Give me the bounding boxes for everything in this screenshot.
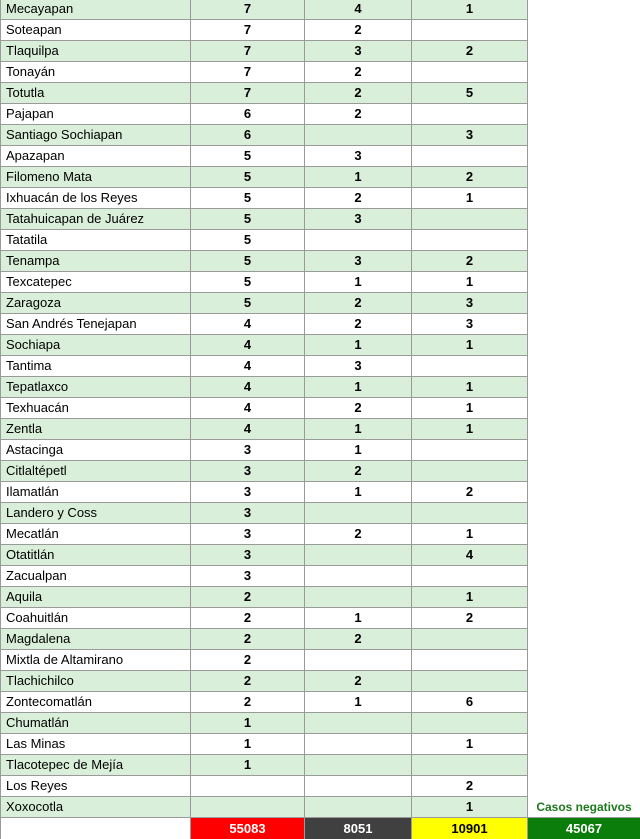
value-cell-col1[interactable]: 5 (191, 167, 305, 188)
municipality-cell[interactable]: Tantima (0, 356, 191, 377)
table-row (0, 566, 640, 587)
value-cell-col1[interactable]: 2 (191, 587, 305, 608)
value-cell-col2[interactable] (305, 797, 412, 818)
table-row (0, 230, 640, 251)
municipality-cell[interactable]: Zontecomatlán (0, 692, 191, 713)
value-cell-col3[interactable] (412, 566, 528, 587)
value-cell-col1[interactable]: 4 (191, 356, 305, 377)
municipality-cell[interactable]: Tonayán (0, 62, 191, 83)
value-cell-col3[interactable]: 2 (412, 776, 528, 797)
value-cell-col1[interactable]: 7 (191, 62, 305, 83)
table-row (0, 461, 640, 482)
municipality-cell[interactable]: Xoxocotla (0, 797, 191, 818)
value-cell-col2[interactable] (305, 566, 412, 587)
municipality-cell[interactable]: Tepatlaxco (0, 377, 191, 398)
value-cell-col2[interactable]: 3 (305, 251, 412, 272)
table-row (0, 692, 640, 713)
table-row (0, 251, 640, 272)
value-cell-col2[interactable] (305, 755, 412, 776)
value-cell-col1[interactable]: 3 (191, 566, 305, 587)
value-cell-col2[interactable] (305, 125, 412, 146)
value-cell-col3[interactable]: 3 (412, 293, 528, 314)
municipality-cell[interactable]: Chumatlán (0, 713, 191, 734)
municipality-cell[interactable]: Tlaquilpa (0, 41, 191, 62)
value-cell-col2[interactable]: 2 (305, 629, 412, 650)
municipality-cell[interactable]: Soteapan (0, 20, 191, 41)
value-cell-col3[interactable]: 2 (412, 608, 528, 629)
value-cell-col2[interactable]: 1 (305, 608, 412, 629)
value-cell-col2[interactable]: 2 (305, 671, 412, 692)
value-cell-col2[interactable]: 1 (305, 692, 412, 713)
table-row (0, 104, 640, 125)
table-row (0, 125, 640, 146)
value-cell-col3[interactable]: 3 (412, 314, 528, 335)
table-row (0, 482, 640, 503)
value-cell-col2[interactable] (305, 713, 412, 734)
value-cell-col2[interactable]: 4 (305, 0, 412, 20)
value-cell-col2[interactable]: 2 (305, 104, 412, 125)
value-cell-col2[interactable] (305, 776, 412, 797)
value-cell-col1[interactable]: 2 (191, 608, 305, 629)
value-cell-col2[interactable]: 1 (305, 167, 412, 188)
negatives-label: Casos negativos (528, 797, 640, 818)
value-cell-col3[interactable]: 4 (412, 545, 528, 566)
totals-row (0, 818, 640, 839)
table-row (0, 62, 640, 83)
value-cell-col2[interactable] (305, 230, 412, 251)
value-cell-col1[interactable]: 2 (191, 629, 305, 650)
municipality-cell[interactable]: Texcatepec (0, 272, 191, 293)
totals-blank-cell (0, 818, 191, 839)
value-cell-col2[interactable]: 3 (305, 41, 412, 62)
municipality-cell[interactable]: Santiago Sochiapan (0, 125, 191, 146)
value-cell-col1[interactable]: 1 (191, 755, 305, 776)
municipality-cell[interactable]: Filomeno Mata (0, 167, 191, 188)
value-cell-col3[interactable] (412, 461, 528, 482)
value-cell-col2[interactable]: 3 (305, 209, 412, 230)
value-cell-col3[interactable]: 1 (412, 524, 528, 545)
table-row (0, 20, 640, 41)
value-cell-col1[interactable]: 5 (191, 272, 305, 293)
value-cell-col3[interactable]: 1 (412, 419, 528, 440)
municipality-cell[interactable]: Mecatlán (0, 524, 191, 545)
value-cell-col3[interactable]: 1 (412, 398, 528, 419)
value-cell-col3[interactable] (412, 713, 528, 734)
municipality-cell[interactable]: Mecayapan (0, 0, 191, 20)
municipality-cell[interactable]: Tlachichilco (0, 671, 191, 692)
table-row (0, 524, 640, 545)
total-cell-col2[interactable]: 8051 (305, 818, 412, 839)
value-cell-col1[interactable]: 7 (191, 83, 305, 104)
value-cell-col1[interactable]: 7 (191, 0, 305, 20)
value-cell-col1[interactable]: 6 (191, 104, 305, 125)
value-cell-col1[interactable]: 1 (191, 713, 305, 734)
municipality-cell[interactable]: Aquila (0, 587, 191, 608)
value-cell-col1[interactable] (191, 797, 305, 818)
table-row (0, 356, 640, 377)
value-cell-col1[interactable]: 1 (191, 734, 305, 755)
table-row (0, 755, 640, 776)
value-cell-col3[interactable]: 1 (412, 188, 528, 209)
table-row (0, 83, 640, 104)
value-cell-col3[interactable] (412, 104, 528, 125)
value-cell-col1[interactable]: 3 (191, 503, 305, 524)
value-cell-col1[interactable]: 5 (191, 188, 305, 209)
municipality-cell[interactable]: Magdalena (0, 629, 191, 650)
table-row (0, 419, 640, 440)
municipality-cell[interactable]: Tatatila (0, 230, 191, 251)
table-row (0, 545, 640, 566)
table-row (0, 314, 640, 335)
municipality-cell[interactable]: Tatahuicapan de Juárez (0, 209, 191, 230)
value-cell-col2[interactable] (305, 545, 412, 566)
table-row (0, 167, 640, 188)
value-cell-col1[interactable]: 5 (191, 230, 305, 251)
value-cell-col3[interactable] (412, 209, 528, 230)
value-cell-col3[interactable] (412, 146, 528, 167)
total-cell-col1[interactable]: 55083 (191, 818, 305, 839)
municipality-cell[interactable]: Landero y Coss (0, 503, 191, 524)
value-cell-col1[interactable]: 7 (191, 20, 305, 41)
municipality-cell[interactable]: San Andrés Tenejapan (0, 314, 191, 335)
table-row (0, 629, 640, 650)
value-cell-col2[interactable]: 1 (305, 377, 412, 398)
value-cell-col1[interactable]: 5 (191, 209, 305, 230)
value-cell-col3[interactable] (412, 671, 528, 692)
value-cell-col1[interactable]: 4 (191, 419, 305, 440)
value-cell-col1[interactable]: 3 (191, 524, 305, 545)
municipality-cell[interactable]: Sochiapa (0, 335, 191, 356)
table-row (0, 146, 640, 167)
table-row (0, 797, 640, 818)
municipality-cell[interactable]: Ixhuacán de los Reyes (0, 188, 191, 209)
table-row (0, 713, 640, 734)
value-cell-col3[interactable]: 3 (412, 125, 528, 146)
value-cell-col2[interactable]: 2 (305, 20, 412, 41)
value-cell-col2[interactable]: 3 (305, 356, 412, 377)
value-cell-col2[interactable]: 1 (305, 440, 412, 461)
value-cell-col2[interactable]: 2 (305, 314, 412, 335)
municipality-cell[interactable]: Apazapan (0, 146, 191, 167)
municipality-cell[interactable]: Coahuitlán (0, 608, 191, 629)
value-cell-col3[interactable]: 1 (412, 0, 528, 20)
value-cell-col1[interactable]: 7 (191, 41, 305, 62)
value-cell-col3[interactable] (412, 230, 528, 251)
value-cell-col2[interactable]: 1 (305, 272, 412, 293)
municipality-cell[interactable]: Zentla (0, 419, 191, 440)
value-cell-col1[interactable]: 3 (191, 482, 305, 503)
total-negatives-cell[interactable]: 45067 (528, 818, 640, 839)
table-row (0, 335, 640, 356)
municipality-cell[interactable]: Citlaltépetl (0, 461, 191, 482)
value-cell-col1[interactable]: 6 (191, 125, 305, 146)
value-cell-col1[interactable]: 5 (191, 293, 305, 314)
value-cell-col3[interactable]: 1 (412, 734, 528, 755)
value-cell-col3[interactable] (412, 440, 528, 461)
value-cell-col3[interactable]: 1 (412, 335, 528, 356)
municipality-cell[interactable]: Otatitlán (0, 545, 191, 566)
value-cell-col2[interactable] (305, 587, 412, 608)
value-cell-col3[interactable]: 6 (412, 692, 528, 713)
value-cell-col3[interactable] (412, 356, 528, 377)
value-cell-col2[interactable]: 2 (305, 461, 412, 482)
value-cell-col1[interactable]: 4 (191, 314, 305, 335)
value-cell-col3[interactable]: 1 (412, 797, 528, 818)
value-cell-col1[interactable]: 4 (191, 335, 305, 356)
value-cell-col1[interactable]: 2 (191, 650, 305, 671)
value-cell-col1[interactable]: 3 (191, 440, 305, 461)
table-row (0, 587, 640, 608)
value-cell-col1[interactable]: 3 (191, 545, 305, 566)
municipality-cell[interactable]: Totutla (0, 83, 191, 104)
total-cell-col3[interactable]: 10901 (412, 818, 528, 839)
value-cell-col3[interactable] (412, 650, 528, 671)
value-cell-col3[interactable]: 5 (412, 83, 528, 104)
municipality-cell[interactable]: Astacinga (0, 440, 191, 461)
value-cell-col1[interactable]: 5 (191, 251, 305, 272)
value-cell-col3[interactable]: 1 (412, 587, 528, 608)
table-row (0, 41, 640, 62)
value-cell-col2[interactable]: 2 (305, 293, 412, 314)
value-cell-col2[interactable]: 1 (305, 482, 412, 503)
municipality-cell[interactable]: Texhuacán (0, 398, 191, 419)
value-cell-col3[interactable]: 2 (412, 167, 528, 188)
value-cell-col3[interactable]: 2 (412, 41, 528, 62)
value-cell-col2[interactable]: 2 (305, 83, 412, 104)
value-cell-col3[interactable]: 1 (412, 377, 528, 398)
value-cell-col2[interactable] (305, 503, 412, 524)
table-row (0, 398, 640, 419)
value-cell-col2[interactable] (305, 650, 412, 671)
value-cell-col1[interactable] (191, 776, 305, 797)
municipality-cell[interactable]: Tenampa (0, 251, 191, 272)
table-row (0, 440, 640, 461)
table-row (0, 734, 640, 755)
value-cell-col1[interactable]: 2 (191, 692, 305, 713)
table-row (0, 377, 640, 398)
municipality-cell[interactable]: Los Reyes (0, 776, 191, 797)
municipality-cell[interactable]: Zacualpan (0, 566, 191, 587)
value-cell-col3[interactable] (412, 629, 528, 650)
value-cell-col2[interactable]: 1 (305, 335, 412, 356)
value-cell-col2[interactable] (305, 734, 412, 755)
table-row (0, 671, 640, 692)
value-cell-col3[interactable]: 2 (412, 251, 528, 272)
municipality-cell[interactable]: Mixtla de Altamirano (0, 650, 191, 671)
value-cell-col1[interactable]: 4 (191, 398, 305, 419)
value-cell-col2[interactable]: 2 (305, 398, 412, 419)
value-cell-col1[interactable]: 5 (191, 146, 305, 167)
value-cell-col1[interactable]: 3 (191, 461, 305, 482)
municipality-cell[interactable]: Tlacotepec de Mejía (0, 755, 191, 776)
value-cell-col1[interactable]: 2 (191, 671, 305, 692)
value-cell-col1[interactable]: 4 (191, 377, 305, 398)
municipality-cell[interactable]: Ilamatlán (0, 482, 191, 503)
table-row (0, 272, 640, 293)
table-row (0, 188, 640, 209)
table-row (0, 293, 640, 314)
value-cell-col3[interactable] (412, 20, 528, 41)
municipality-cell[interactable]: Zaragoza (0, 293, 191, 314)
value-cell-col2[interactable]: 2 (305, 62, 412, 83)
value-cell-col2[interactable]: 2 (305, 188, 412, 209)
municipality-cell[interactable]: Pajapan (0, 104, 191, 125)
table-row (0, 608, 640, 629)
value-cell-col3[interactable]: 1 (412, 272, 528, 293)
table-row (0, 650, 640, 671)
value-cell-col2[interactable]: 2 (305, 524, 412, 545)
value-cell-col3[interactable]: 2 (412, 482, 528, 503)
value-cell-col3[interactable] (412, 62, 528, 83)
table-row (0, 0, 640, 20)
value-cell-col3[interactable] (412, 503, 528, 524)
table-row (0, 503, 640, 524)
value-cell-col3[interactable] (412, 755, 528, 776)
value-cell-col2[interactable]: 1 (305, 419, 412, 440)
municipality-cell[interactable]: Las Minas (0, 734, 191, 755)
table-row (0, 776, 640, 797)
value-cell-col2[interactable]: 3 (305, 146, 412, 167)
table-row (0, 209, 640, 230)
